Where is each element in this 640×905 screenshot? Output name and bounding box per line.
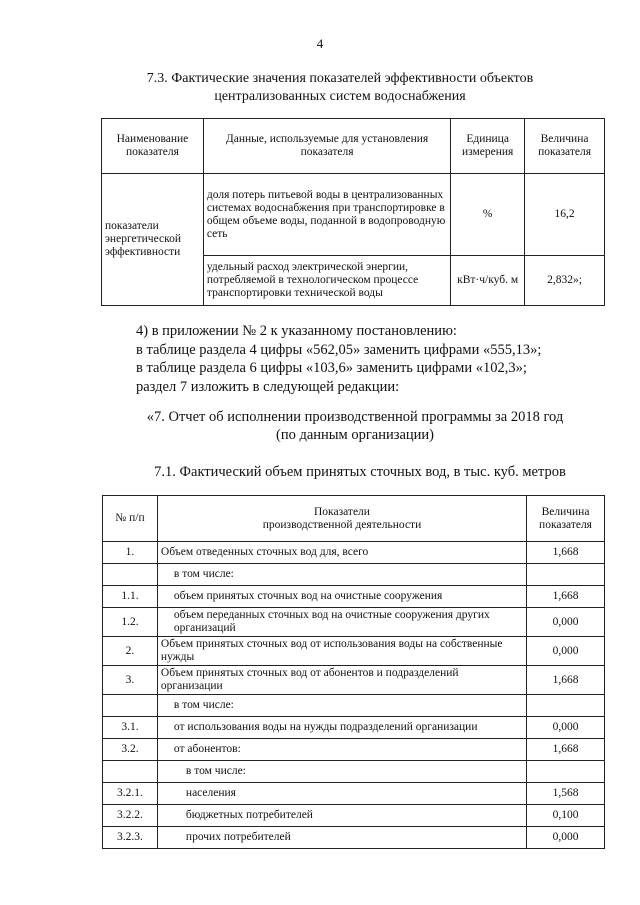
- row-number: [103, 695, 158, 717]
- efficiency-table: [101, 118, 605, 306]
- row-label: в том числе:: [157, 695, 526, 717]
- row-label: в том числе:: [157, 761, 526, 783]
- wastewater-table-header-row: [103, 496, 605, 542]
- table-row: [103, 542, 605, 564]
- row-unit: %: [451, 174, 525, 256]
- row-value: 2,832»;: [525, 256, 605, 306]
- row-value: [527, 564, 605, 586]
- header-indicator: [157, 496, 526, 542]
- table-row: [103, 564, 605, 586]
- amendment-line: в таблице раздела 6 цифры «103,6» заменить цифрами «102,3»;: [136, 360, 527, 376]
- header-num: № п/п: [103, 496, 158, 542]
- table-row: [103, 637, 605, 666]
- row-value: 0,000: [527, 637, 605, 666]
- header-indicator-line2: производственной деятельности: [262, 518, 422, 531]
- row-value: 1,668: [527, 542, 605, 564]
- header-indicator-line1: Показатели: [314, 505, 370, 518]
- row-number: 2.: [103, 637, 158, 666]
- row-value: 1,668: [527, 739, 605, 761]
- row-label: населения: [157, 783, 526, 805]
- row-number: 1.2.: [103, 608, 158, 637]
- table-row: [103, 805, 605, 827]
- wastewater-table: [102, 495, 605, 849]
- efficiency-table-header-row: [102, 119, 605, 174]
- header-value: Величина показателя: [525, 119, 605, 174]
- row-number: 1.: [103, 542, 158, 564]
- section-7-title-line1: «7. Отчет об исполнении производственной программы за 2018 год: [146, 409, 564, 425]
- row-number: 3.2.: [103, 739, 158, 761]
- row-label: в том числе:: [157, 564, 526, 586]
- row-value: 0,100: [527, 805, 605, 827]
- row-number: 3.: [103, 666, 158, 695]
- row-number: 3.1.: [103, 717, 158, 739]
- row-value: 0,000: [527, 827, 605, 849]
- header-indicator-name: Наименование показателя: [102, 119, 204, 174]
- row-number: 3.2.2.: [103, 805, 158, 827]
- row-value: 1,668: [527, 666, 605, 695]
- amendment-line: раздел 7 изложить в следующей редакции:: [136, 378, 400, 395]
- table-row: [102, 174, 605, 256]
- row-value: 16,2: [525, 174, 605, 256]
- row-value: [527, 695, 605, 717]
- row-value: 1,568: [527, 783, 605, 805]
- section-7-title-line2: (по данным организации): [275, 427, 434, 443]
- row-value: 0,000: [527, 717, 605, 739]
- row-number: 3.2.3.: [103, 827, 158, 849]
- table-row: [103, 739, 605, 761]
- row-number: 1.1.: [103, 586, 158, 608]
- section-7-3-title: [90, 70, 590, 106]
- row-number: [103, 761, 158, 783]
- amendments-block: [136, 322, 606, 396]
- row-number: [103, 564, 158, 586]
- table-row: [103, 761, 605, 783]
- row-label: Объем принятых сточных вод от использования воды на собственные нужды: [157, 637, 526, 666]
- section-7-title: [120, 408, 590, 444]
- row-label: бюджетных потребителей: [157, 805, 526, 827]
- row-label: Объем принятых сточных вод от абонентов и подразделений организации: [157, 666, 526, 695]
- table-row: [103, 586, 605, 608]
- row-description: доля потерь питьевой воды в централизованных системах водоснабжения при транспортировке в общем объеме воды, поданной в водопроводную сеть: [203, 174, 450, 256]
- page-number: 4: [316, 36, 324, 51]
- row-value: 1,668: [527, 586, 605, 608]
- table-row: [103, 783, 605, 805]
- row-value: 0,000: [527, 608, 605, 637]
- row-label: объем принятых сточных вод на очистные сооружения: [157, 586, 526, 608]
- section-7-1-title: 7.1. Фактический объем принятых сточных вод, в тыс. куб. метров: [154, 464, 566, 480]
- row-number: 3.2.1.: [103, 783, 158, 805]
- header-value: Величина показателя: [527, 496, 605, 542]
- section-7-3-title-line2: централизованных систем водоснабжения: [214, 89, 466, 104]
- amendment-line: в таблице раздела 4 цифры «562,05» заменить цифрами «555,13»;: [136, 341, 542, 358]
- table-row: [103, 827, 605, 849]
- table-row: [103, 666, 605, 695]
- amendment-line: 4) в приложении № 2 к указанному постановлению:: [136, 323, 457, 339]
- table-row: [103, 717, 605, 739]
- row-value: [527, 761, 605, 783]
- row-unit: кВт·ч/куб. м: [451, 256, 525, 306]
- table-row: [103, 695, 605, 717]
- header-data-used: Данные, используемые для установления показателя: [203, 119, 450, 174]
- section-7-3-title-line1: 7.3. Фактические значения показателей эффективности объектов: [146, 71, 534, 86]
- header-unit: Единица измерения: [451, 119, 525, 174]
- group-label: показатели энергетической эффективности: [102, 174, 204, 306]
- row-label: от использования воды на нужды подразделений организации: [157, 717, 526, 739]
- table-row: [103, 608, 605, 637]
- row-label: Объем отведенных сточных вод для, всего: [157, 542, 526, 564]
- row-description: удельный расход электрической энергии, потребляемой в технологическом процессе транспортировки технической воды: [203, 256, 450, 306]
- row-label: объем переданных сточных вод на очистные сооружения других организаций: [157, 608, 526, 637]
- row-label: прочих потребителей: [157, 827, 526, 849]
- row-label: от абонентов:: [157, 739, 526, 761]
